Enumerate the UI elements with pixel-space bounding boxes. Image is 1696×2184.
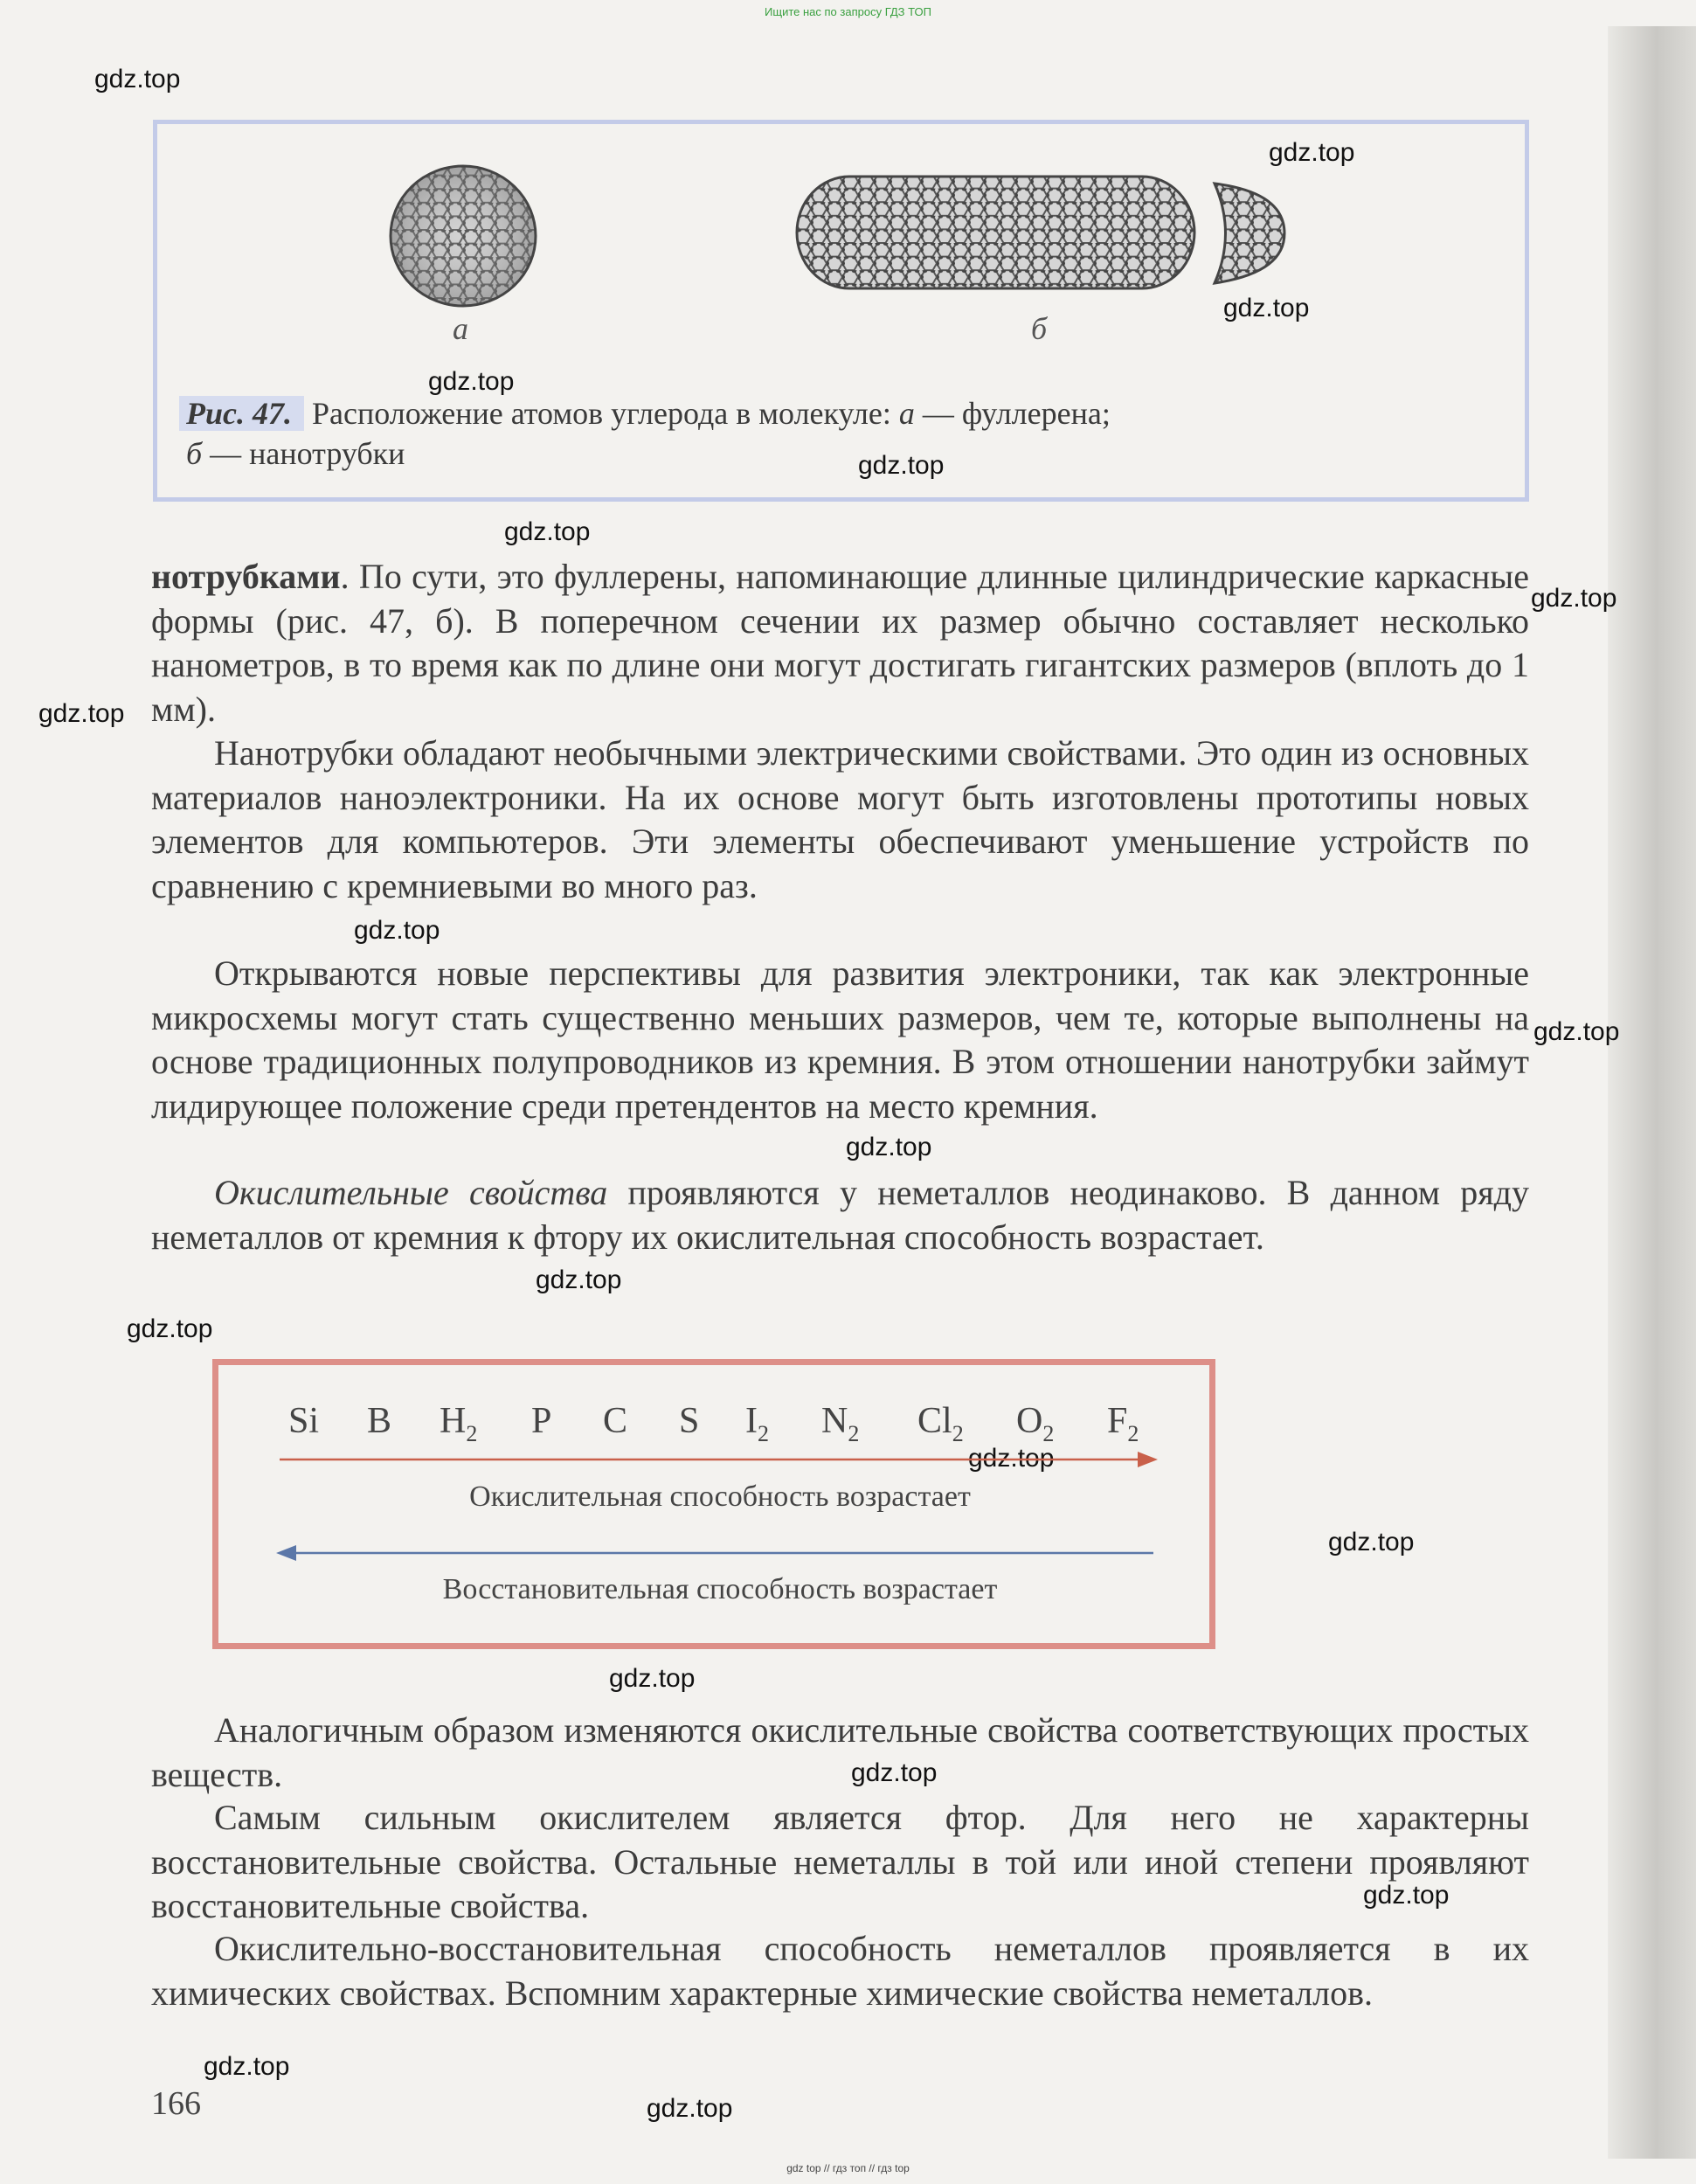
watermark: gdz.top [204, 2052, 290, 2081]
element-symbol: $F_2$ [1107, 1401, 1139, 1446]
footer-note: gdz top // гдз топ // гдз top [786, 2162, 910, 2174]
watermark: gdz.top [1269, 138, 1355, 167]
element-symbol: $I_2$ [745, 1401, 769, 1446]
watermark: gdz.top [1363, 1881, 1450, 1910]
figure-number: Рис. 47. [179, 396, 304, 431]
paragraph [151, 555, 1529, 731]
caption-a-text: — фуллерена; [922, 396, 1111, 431]
element-symbol: B [367, 1401, 392, 1441]
nanotube-illustration [795, 175, 1293, 293]
paragraph: Нанотрубки обладают необычными электрическими свойствами. Это один из основных материалов наноэлектроники. На их основе могут быть изготовлены прототипы новых элементов для компьютеров. Эти элементы обеспечивают уменьшение устройств по сравнению с кремниевыми во много раз. [151, 733, 1529, 905]
element-symbol: $N_2$ [821, 1401, 860, 1446]
caption-b-text: — нанотрубки [210, 436, 405, 471]
figure-label-b: б [1031, 311, 1048, 346]
reducing-arrowhead [276, 1545, 296, 1561]
figure-label-a: а [453, 311, 468, 346]
figure-caption [186, 393, 1497, 474]
caption-text: Расположение атомов углерода в молекуле: [312, 396, 891, 431]
paragraph: Аналогичным образом изменяются окислительные свойства соответствующих простых веществ. [151, 1710, 1529, 1794]
watermark: gdz.top [1533, 1017, 1620, 1046]
italic-term: Окислительные свойства [214, 1173, 608, 1212]
page-number: 166 [151, 2085, 201, 2122]
paragraph-text: проявляются у неметаллов неодинаково. В данном ряду неметаллов от кремния к фтору их окислительная способность возрастает. [151, 1173, 1530, 1257]
watermark: gdz.top [858, 451, 945, 480]
bold-term: нотрубками [151, 557, 341, 596]
watermark: gdz.top [851, 1758, 938, 1787]
watermark: gdz.top [846, 1133, 932, 1161]
paragraph-text: . По сути, это фуллерены, напоминающие длинные цилиндрические каркасные формы (рис. 47, б). В поперечном сечении их размер обычно составляет несколько нанометров, в то время как по длине они могут достигать гигантских размеров (вплоть до 1 мм). [151, 557, 1529, 729]
element-symbol: $H_2$ [440, 1401, 478, 1446]
watermark: gdz.top [1223, 294, 1310, 322]
oxidizing-arrowhead [1138, 1452, 1158, 1467]
watermark: gdz.top [609, 1664, 696, 1693]
watermark: gdz.top [428, 367, 515, 396]
watermark: gdz.top [968, 1444, 1055, 1473]
element-symbol: $Cl_2$ [917, 1401, 964, 1446]
header-note: Ищите нас по запросу ГДЗ ТОП [765, 5, 931, 18]
element-symbol: C [603, 1401, 628, 1441]
watermark: gdz.top [536, 1265, 622, 1294]
caption-a-letter: а [898, 396, 915, 431]
element-symbol: S [679, 1401, 700, 1441]
watermark: gdz.top [127, 1314, 213, 1343]
watermark: gdz.top [1328, 1528, 1415, 1557]
element-symbol: Si [288, 1401, 320, 1441]
element-symbol: P [531, 1401, 552, 1441]
watermark: gdz.top [504, 517, 591, 546]
watermark: gdz.top [354, 916, 440, 945]
caption-b-letter: б [186, 436, 203, 471]
reducing-label: Восстановительная способность возрастает [442, 1573, 998, 1605]
paragraph: Окислительно-восстановительная способность неметаллов проявляется в их химических свойствах. Вспомним характерные химические свойства неметаллов. [151, 1929, 1529, 2013]
paragraph [151, 1171, 1529, 1259]
fullerene-illustration [384, 162, 542, 310]
nonmetal-series-box [212, 1359, 1215, 1649]
watermark: gdz.top [1531, 584, 1617, 613]
watermark: gdz.top [94, 65, 181, 94]
page-gutter-shadow [1608, 26, 1696, 2159]
oxidizing-label: Окислительная способность возрастает [469, 1480, 971, 1513]
element-symbol: $O_2$ [1016, 1401, 1055, 1446]
paragraph: Самым сильным окислителем является фтор. Для него не характерны восстановительные свойства. Остальные неметаллы в той или иной степени проявляют восстановительные свойства. [151, 1798, 1529, 1925]
watermark: gdz.top [647, 2094, 733, 2123]
watermark: gdz.top [38, 699, 125, 728]
paragraph: Открываются новые перспективы для развития электроники, так как электронные микросхемы могут стать существенно меньших размеров, чем те, которые выполнены на основе традиционных полупроводников из кремния. В этом отношении нанотрубки займут лидирующее положение среди претендентов на место кремния. [151, 953, 1529, 1126]
